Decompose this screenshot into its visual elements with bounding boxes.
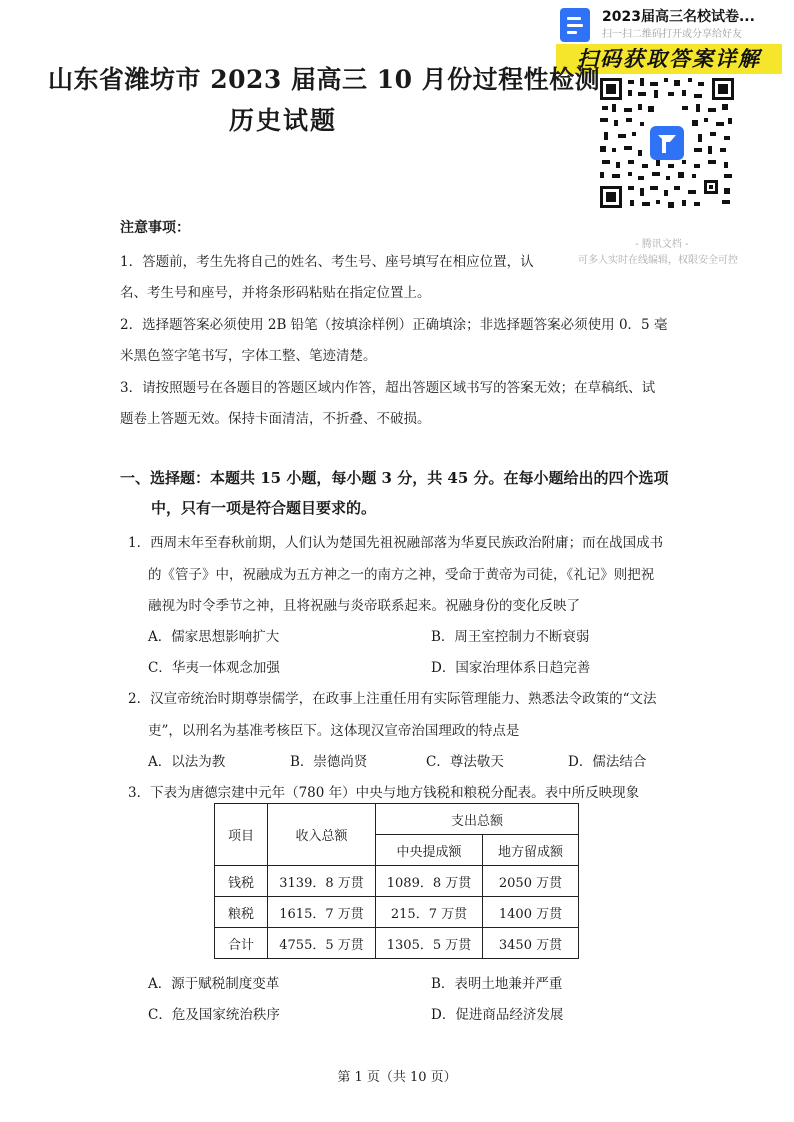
q1-stem: 1．西周末年至春秋前期，人们认为楚国先祖祝融部落为华夏民族政治附庸；而在战国成书 <box>128 535 664 551</box>
table-cell: 1400 万贯 <box>483 897 579 928</box>
table-header: 项目 <box>215 804 268 866</box>
section-heading: 一、选择题：本题共 15 小题，每小题 3 分，共 45 分。在每小题给出的四个选项 <box>120 469 669 487</box>
q3-option-d: D．促进商品经济发展 <box>431 1007 564 1023</box>
q1-option-a: A．儒家思想影响扩大 <box>148 629 280 645</box>
q1-stem: 融视为时令季节之神，且将祝融与炎帝联系起来。祝融身份的变化反映了 <box>148 598 580 614</box>
table-header: 中央提成额 <box>376 835 483 866</box>
q2-stem: 2．汉宣帝统治时期尊崇儒学，在政事上注重任用有实际管理能力、熟悉法令政策的“文法 <box>128 691 657 707</box>
qr-code-icon[interactable] <box>598 76 738 212</box>
table-row <box>215 928 579 959</box>
table-row <box>215 897 579 928</box>
table-cell: 1615．7 万贯 <box>268 897 376 928</box>
q1-stem: 的《管子》中，祝融成为五方神之一的南方之神，受命于黄帝为司徒，《礼记》则把祝 <box>148 567 655 583</box>
tax-table <box>214 803 579 959</box>
answer-banner-text: 扫码获取答案详解 <box>577 46 761 71</box>
notes-line: 2．选择题答案必须使用 2B 铅笔（按填涂样例）正确填涂；非选择题答案必须使用 0．5 毫 <box>120 317 668 333</box>
table-cell: 4755．5 万贯 <box>268 928 376 959</box>
q3-option-a: A．源于赋税制度变革 <box>148 976 280 992</box>
q1-option-d: D．国家治理体系日趋完善 <box>431 660 591 676</box>
q1-option-c: C．华夷一体观念加强 <box>148 660 280 676</box>
q2-option-b: B．崇德尚贤 <box>290 754 368 770</box>
table-cell: 1089．8 万贯 <box>376 866 483 897</box>
q2-stem: 吏”，以刑名为基准考核臣下。这体现汉宣帝治国理政的特点是 <box>148 723 520 739</box>
table-cell: 3139．8 万贯 <box>268 866 376 897</box>
notes-line: 米黑色签字笔书写，字体工整、笔迹清楚。 <box>120 348 377 364</box>
q2-option-d: D．儒法结合 <box>568 754 647 770</box>
q1-option-b: B．周王室控制力不断衰弱 <box>431 629 590 645</box>
q3-option-b: B．表明土地兼并严重 <box>431 976 563 992</box>
tencent-doc-desc: 可多人实时在线编辑，权限安全可控 <box>578 255 738 266</box>
table-cell: 215．7 万贯 <box>376 897 483 928</box>
table-header: 支出总额 <box>376 804 579 835</box>
table-cell: 钱税 <box>215 866 268 897</box>
table-cell: 1305．5 万贯 <box>376 928 483 959</box>
q3-option-c: C．危及国家统治秩序 <box>148 1007 280 1023</box>
notes-line: 1．答题前，考生先将自己的姓名、考生号、座号填写在相应位置，认 <box>120 254 534 270</box>
table-row <box>215 866 579 897</box>
promo-title[interactable]: 2023届高三名校试卷... <box>602 9 755 25</box>
table-cell: 3450 万贯 <box>483 928 579 959</box>
tencent-doc-label: - 腾讯文档 - <box>635 239 689 250</box>
table-header: 地方留成额 <box>483 835 579 866</box>
tencent-doc-icon <box>560 8 590 42</box>
notes-line: 名、考生号和座号，并将条形码粘贴在指定位置上。 <box>120 285 431 301</box>
q2-option-a: A．以法为教 <box>148 754 226 770</box>
notes-line: 题卷上答题无效。保持卡面清洁，不折叠、不破损。 <box>120 411 431 427</box>
q3-stem: 3．下表为唐德宗建中元年（780 年）中央与地方钱税和粮税分配表。表中所反映现象 <box>128 785 640 801</box>
notes-heading: 注意事项： <box>120 220 190 236</box>
table-cell: 粮税 <box>215 897 268 928</box>
q2-option-c: C．尊法敬天 <box>426 754 504 770</box>
page-number: 第 1 页（共 10 页） <box>337 1070 457 1085</box>
table-cell: 合计 <box>215 928 268 959</box>
notes-line: 3．请按照题号在各题目的答题区域内作答，超出答题区域书写的答案无效；在草稿纸、试 <box>120 380 656 396</box>
section-heading-cont: 中，只有一项是符合题目要求的。 <box>151 499 377 517</box>
table-header: 收入总额 <box>268 804 376 866</box>
table-cell: 2050 万贯 <box>483 866 579 897</box>
promo-subtitle: 扫一扫二维码打开或分享给好友 <box>602 29 742 40</box>
exam-subject: 历史试题 <box>229 106 338 135</box>
exam-title: 山东省潍坊市 2023 届高三 10 月份过程性检测 <box>48 65 601 94</box>
